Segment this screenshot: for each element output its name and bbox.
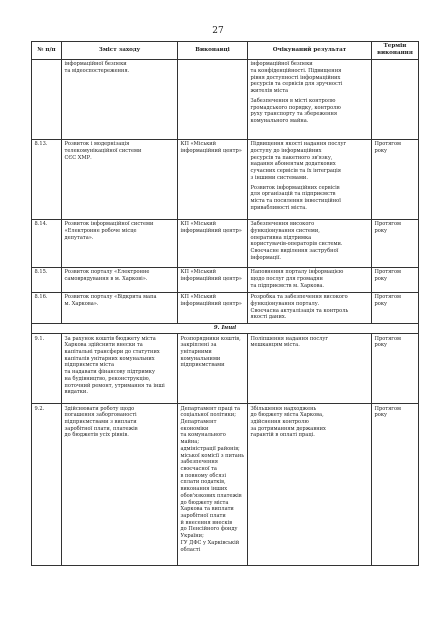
table-row bbox=[32, 267, 419, 292]
cell-content: Розвиток порталу «Відкрита мапа м. Харкова». bbox=[62, 292, 178, 323]
cell-term: Протягом року bbox=[372, 219, 419, 267]
cell-num: 8.15. bbox=[32, 267, 62, 292]
cell-executors: Департамент праці та соціальної політики; Департамент економіки та комунального майна; адміністрації районів; міської комісії з питань забезпечення своєчасної та в повному обсязі сплати податків, виконання інших обов'язкових платежів до бюджету міста Харкова та виплати заробітної плати й внесення внесків до Пенсійного фонду України; ГУ ДФС у Харківській області bbox=[178, 404, 248, 566]
page-number: 27 bbox=[212, 26, 224, 36]
cell-executors bbox=[178, 59, 248, 139]
table-row bbox=[32, 219, 419, 267]
cell-content: Розвиток інформаційної системи «Електронне робоче місце депутата». bbox=[62, 219, 178, 267]
cell-term bbox=[372, 59, 419, 139]
cell-result: інформаційної безпеки та конфіденційності. Підвищення рівня доступності інформаційних ресурсів та сервісів для зручності жителів міста Забезпечення в місті контролю громадського порядку, контролю руху транспорту та збереження комунального майна. bbox=[248, 59, 372, 139]
cell-executors: КП «Міський інформаційний центр» bbox=[178, 267, 248, 292]
cell-term: Протягом року bbox=[372, 334, 419, 404]
measures-table bbox=[31, 41, 419, 566]
header-executors: Виконавці bbox=[178, 42, 248, 60]
header-content: Зміст заходу bbox=[62, 42, 178, 60]
cell-num: 8.13. bbox=[32, 139, 62, 219]
cell-content: інформаційної безпеки та відеоспостереження. bbox=[62, 59, 178, 139]
cell-num bbox=[32, 59, 62, 139]
cell-result: Підвищення якості надання послуг доступу до інформаційних ресурсів та пакетного зв'язку, надання абонентам додаткових сучасних сервісів та їх інтеграція з іншими системами. Розвиток інформаційних сервісів для організацій та підприємств міста та посилення інвестиційної привабливості міста. bbox=[248, 139, 372, 219]
cell-result: Розробка та забезпечення високого функціонування порталу. Своєчасна актуалізація та контроль якості даних. bbox=[248, 292, 372, 323]
cell-content: Здійснювати роботу щодо погашення заборгованості підприємствами з виплати заробітної плати, платежів до бюджетів усіх рівнів. bbox=[62, 404, 178, 566]
cell-num: 8.16. bbox=[32, 292, 62, 323]
table-row bbox=[32, 334, 419, 404]
cell-num: 8.14. bbox=[32, 219, 62, 267]
table-row bbox=[32, 139, 419, 219]
cell-num: 9.2. bbox=[32, 404, 62, 566]
cell-executors: Розпорядники коштів, закріплені за унітарними комунальними підприємствами bbox=[178, 334, 248, 404]
cell-term: Протягом року bbox=[372, 139, 419, 219]
cell-term: Протягом року bbox=[372, 267, 419, 292]
cell-result: Збільшення надходжень до бюджету міста Харкова, здійснення контролю за дотриманням державних гарантій в оплаті праці. bbox=[248, 404, 372, 566]
cell-num: 9.1. bbox=[32, 334, 62, 404]
cell-executors: КП «Міський інформаційний центр» bbox=[178, 139, 248, 219]
header-num: № п/п bbox=[32, 42, 62, 60]
cell-term: Протягом року bbox=[372, 404, 419, 566]
header-result: Очікуваний результат bbox=[248, 42, 372, 60]
cell-content: Розвиток і модернізація телекомунікаційної системи СЄС ХМР. bbox=[62, 139, 178, 219]
section-title: 9. Інші bbox=[32, 323, 419, 333]
table-header-row bbox=[32, 42, 419, 60]
cell-result: Забезпечення високого функціонування системи, оперативна підтримка користувачів-операторів системи. Своєчасне виділення заструбної інформації. bbox=[248, 219, 372, 267]
table-row bbox=[32, 404, 419, 566]
header-term: Термін виконання bbox=[372, 42, 419, 60]
cell-term: Протягом року bbox=[372, 292, 419, 323]
section-row bbox=[32, 323, 419, 333]
cell-executors: КП «Міський інформаційний центр» bbox=[178, 292, 248, 323]
table-row bbox=[32, 292, 419, 323]
cell-executors: КП «Міський інформаційний центр» bbox=[178, 219, 248, 267]
cell-result: Наповнення порталу інформацією щодо послуг для громадян та підприємств м. Харкова. bbox=[248, 267, 372, 292]
table-row bbox=[32, 59, 419, 139]
cell-result: Поліпшення надання послуг мешканцям міста. bbox=[248, 334, 372, 404]
cell-content: Розвиток порталу «Електронне самоврядування в м. Харкові». bbox=[62, 267, 178, 292]
cell-content: За рахунок коштів бюджету міста Харкова здійснити внески та капітальні трансфери до статутних капіталів унітарних комунальних підприємств міста та надавати фінансову підтримку на будівництво, реконструкцію, поточний ремонт, утримання та інші видатки. bbox=[62, 334, 178, 404]
